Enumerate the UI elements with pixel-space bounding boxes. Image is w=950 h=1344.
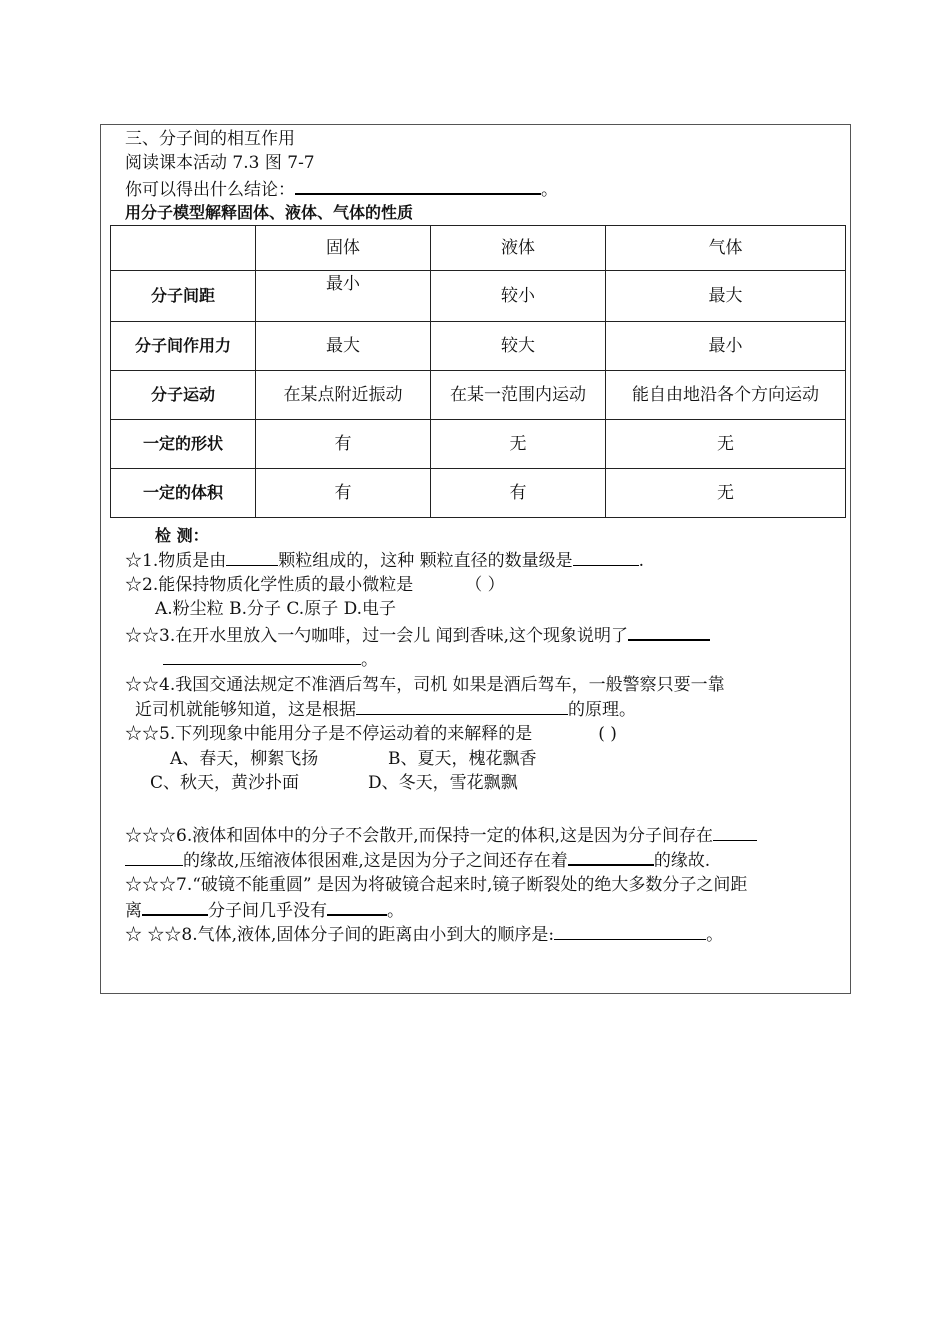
- row-label: 一定的形状: [111, 420, 256, 469]
- table-row: [111, 322, 846, 371]
- question-3-blank-1[interactable]: [628, 623, 710, 641]
- states-of-matter-table: [110, 225, 846, 518]
- question-8-end: 。: [706, 925, 724, 945]
- question-1-blank-1[interactable]: [226, 549, 278, 566]
- question-3-cont: [163, 648, 378, 671]
- table-header-row: [111, 226, 846, 271]
- table-row: [111, 271, 846, 322]
- header-cell-gas: 气体: [606, 226, 846, 271]
- header-cell-solid: 固体: [256, 226, 431, 271]
- header-cell-liquid: 液体: [431, 226, 606, 271]
- table-cell: 能自由地沿各个方向运动: [606, 371, 846, 420]
- question-5-option-c: C、秋天，黄沙扑面: [150, 773, 300, 793]
- question-5-answer-paren[interactable]: ( ): [598, 724, 617, 744]
- table-cell: 在某点附近振动: [256, 371, 431, 420]
- table-cell: 最大: [256, 322, 431, 371]
- question-1-blank-2[interactable]: [573, 549, 639, 566]
- question-7-end: 。: [387, 901, 404, 921]
- table-cell: 有: [431, 469, 606, 518]
- conclusion-end: 。: [541, 180, 558, 200]
- row-label: 分子运动: [111, 371, 256, 420]
- question-6-text-1: ☆☆☆6.液体和固体中的分子不会散开,而保持一定的体积,这是因为分子间存在: [125, 826, 714, 846]
- question-6-line-2: [125, 848, 710, 872]
- question-7-blank-2[interactable]: [327, 898, 387, 916]
- question-5-text: ☆☆5.下列现象中能用分子是不停运动着的来解释的是: [125, 724, 533, 744]
- question-8-text: ☆ ☆☆8.气体,液体,固体分子间的距离由小到大的顺序是:: [125, 925, 555, 945]
- table-cell: 较小: [431, 271, 606, 322]
- question-2-text: ☆2.能保持物质化学性质的最小微粒是: [125, 575, 414, 595]
- conclusion-blank[interactable]: [295, 177, 541, 195]
- reading-instruction: 阅读课本活动 7.3 图 7-7: [125, 153, 315, 173]
- question-2: [125, 574, 505, 596]
- conclusion-prompt: 你可以得出什么结论：: [125, 180, 295, 200]
- question-1-text-b: 颗粒组成的，这种 颗粒直径的数量级是: [278, 551, 573, 571]
- table-cell: 无: [606, 469, 846, 518]
- question-6-line-1: [125, 824, 757, 847]
- table-cell: 最小: [256, 271, 431, 322]
- question-7-line-1: ☆☆☆7.“破镜不能重圆” 是因为将破镜合起来时,镜子断裂处的绝大多数分子之间距: [125, 875, 748, 895]
- question-3: [125, 623, 710, 647]
- question-1: [125, 549, 644, 572]
- table-cell: 在某一范围内运动: [431, 371, 606, 420]
- row-label: 分子间作用力: [111, 322, 256, 371]
- table-row: [111, 420, 846, 469]
- question-5-option-d: D、冬天，雪花飘飘: [368, 773, 518, 793]
- question-4-line-2: [135, 698, 636, 721]
- table-title: 用分子模型解释固体、液体、气体的性质: [125, 203, 414, 222]
- question-6-text-2: 的缘故,压缩液体很困难,这是因为分子之间还存在着: [183, 851, 568, 871]
- question-6-blank-1b[interactable]: [125, 849, 183, 866]
- question-4-text-b: 的原理。: [568, 700, 636, 720]
- question-7-text-a: 离: [125, 901, 142, 921]
- table-cell: 有: [256, 420, 431, 469]
- question-3-blank-2[interactable]: [163, 648, 361, 665]
- question-2-options: A.粉尘粒 B.分子 C.原子 D.电子: [155, 599, 397, 619]
- question-8-blank[interactable]: [554, 923, 706, 940]
- question-4-text-a: 近司机就能够知道，这是根据: [135, 700, 356, 720]
- question-6-blank-1a[interactable]: [713, 824, 757, 841]
- table-cell: 最小: [606, 322, 846, 371]
- question-6-blank-2[interactable]: [568, 848, 654, 866]
- table-row: [111, 371, 846, 420]
- question-6-text-3: 的缘故.: [653, 851, 711, 871]
- table-cell: 最大: [606, 271, 846, 322]
- question-5-option-a: A、春天，柳絮飞扬: [170, 749, 319, 769]
- question-5: [125, 723, 617, 745]
- table-cell: 较大: [431, 322, 606, 371]
- row-label: 分子间距: [111, 271, 256, 322]
- table-cell: 有: [256, 469, 431, 518]
- row-label: 一定的体积: [111, 469, 256, 518]
- test-title: 检 测：: [155, 526, 209, 545]
- table-cell: 无: [606, 420, 846, 469]
- question-5-option-b: B、夏天，槐花飘香: [388, 749, 537, 769]
- question-4-blank[interactable]: [356, 698, 568, 715]
- question-3-text: ☆☆3.在开水里放入一勺咖啡，过一会儿 闻到香味,这个现象说明了: [125, 626, 629, 646]
- table-cell: 无: [431, 420, 606, 469]
- question-1-text-a: ☆1.物质是由: [125, 551, 227, 571]
- question-2-answer-paren[interactable]: （ ）: [465, 575, 505, 595]
- question-4-line-1: ☆☆4.我国交通法规定不准酒后驾车，司机 如果是酒后驾车，一般警察只要一靠: [125, 675, 725, 695]
- header-cell-empty: [111, 226, 256, 271]
- question-7-text-b: 分子间几乎没有: [208, 901, 327, 921]
- question-7-blank-1[interactable]: [142, 898, 208, 916]
- question-7-line-2: [125, 898, 404, 922]
- table-row: [111, 469, 846, 518]
- conclusion-line: [125, 177, 558, 201]
- question-8: [125, 923, 723, 946]
- question-3-end: 。: [361, 650, 378, 670]
- question-1-end: .: [638, 551, 645, 571]
- section-heading: 三、分子间的相互作用: [125, 129, 295, 149]
